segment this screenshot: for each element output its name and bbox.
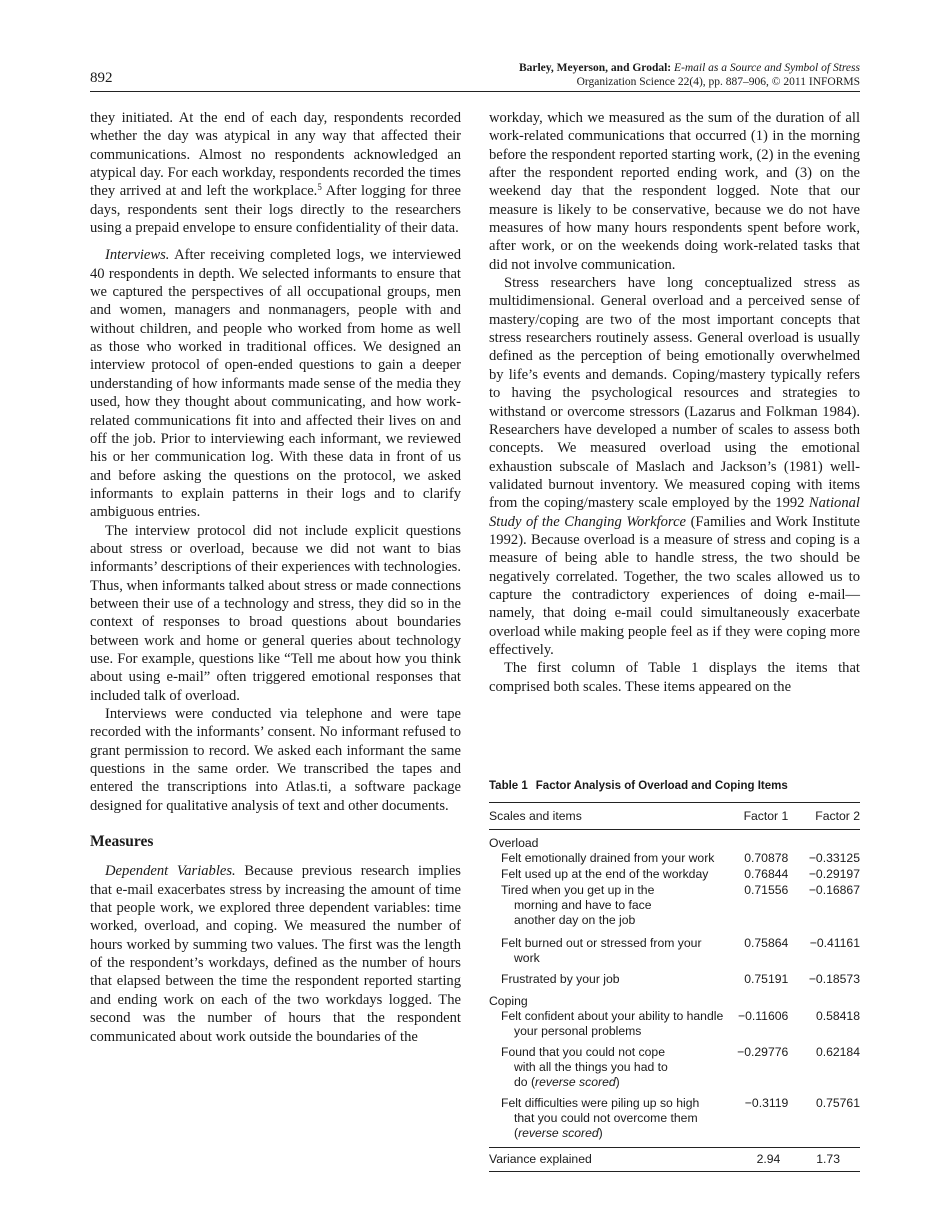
item-text: Tired when you get up in the morning and have to face another day on the job xyxy=(501,883,655,927)
factor-analysis-table xyxy=(489,780,860,1172)
running-head-title: E-mail as a Source and Symbol of Stress xyxy=(673,62,860,74)
table-caption xyxy=(489,780,860,792)
table-title: Factor Analysis of Overload and Coping Items xyxy=(535,780,788,792)
variance-factor-2: 1.73 xyxy=(788,1148,860,1172)
table-row xyxy=(489,883,860,936)
paragraph: workday, which we measured as the sum of the duration of all work-related communications that occurred (1) in the morning before the respondent reported starting work, (2) in the evening after the respondent reported ending work, and (3) on the weekend day that the respondent logged. Note that our measure is likely to be conservative, because we do not have measures of how many hours respondents spent before work, after work, or on the weekends doing work-related tasks that did not involve communication. xyxy=(489,110,860,273)
factor-1-value: −0.11606 xyxy=(738,1009,789,1023)
table-row xyxy=(489,851,860,867)
table-section-row xyxy=(489,830,860,852)
factor-2-value: −0.41161 xyxy=(809,936,860,950)
factor-2-value: −0.16867 xyxy=(808,883,860,897)
item-text: Felt burned out or stressed from your work xyxy=(501,936,702,965)
paragraph: Interviews were conducted via telephone and were tape recorded with the informants’ consent. No informant refused to grant permission to record. We asked each informant the same questions in the same order. We transcribed the tapes and entered the transcriptions into Atlas.ti, a software package designed for qualitative analysis of text and other documents. xyxy=(90,706,461,814)
table-row xyxy=(489,936,860,972)
table-row xyxy=(489,972,860,988)
paragraph: The interview protocol did not include explicit questions about stress or overload, because we did not want to bias informants’ descriptions of their experiences with technologies. Thus, when informants talked about stress or made connections between their use of a technology and stress, they did so in the context of responses to broad questions about boundaries between work and home or general queries about technology use. For example, questions like “Tell me about how you think about using e-mail” often triggered emotional responses that included talk of overload. xyxy=(90,522,461,704)
item-text: Felt difficulties were piling up so high that you could not overcome them (reverse scored) xyxy=(501,1096,700,1140)
factor-1-value: 0.75864 xyxy=(744,936,789,950)
runin-heading-interviews: Interviews. xyxy=(105,247,170,264)
reverse-scored-note: reverse scored xyxy=(535,1075,616,1089)
paragraph: Dependent Variables. Because previous research implies that e-mail exacerbates stress by increasing the amount of time that people work, we explored three dependent variables: time worked, overload, and coping. We measured the number of hours worked by summing two values. The first was the length of the respondent’s workdays, defined as the number of hours that elapsed between the time the respondent reported starting and ending work on each of the two workdays logged. The second was the number of hours that the respondent communicated about work outside the boundaries of the xyxy=(90,863,461,1045)
left-column xyxy=(90,109,461,1046)
variance-label: Variance explained xyxy=(489,1148,724,1172)
table-section-row xyxy=(489,988,860,1009)
section-label-overload: Overload xyxy=(489,836,539,850)
runin-heading-dependent-variables: Dependent Variables. xyxy=(105,863,236,880)
factor-1-value: −0.3119 xyxy=(744,1096,789,1110)
table-header-row xyxy=(489,803,860,830)
factor-2-value: 0.75761 xyxy=(815,1096,860,1110)
survey-title: National Study of the Changing Workforce xyxy=(489,495,860,530)
item-text: Felt emotionally drained from your work xyxy=(501,851,715,865)
factor-2-value: −0.33125 xyxy=(808,851,860,865)
column-header-items: Scales and items xyxy=(489,803,724,830)
factor-1-value: 0.76844 xyxy=(744,867,789,881)
item-text: Frustrated by your job xyxy=(501,972,620,986)
factor-2-value: 0.62184 xyxy=(815,1045,860,1059)
reverse-scored-note: reverse scored xyxy=(518,1126,599,1140)
running-head-citation: Organization Science 22(4), pp. 887–906, © 2011 INFORMS xyxy=(576,76,860,88)
variance-factor-1: 2.94 xyxy=(724,1148,788,1172)
table-row xyxy=(489,1045,860,1096)
paragraph: Interviews. After receiving completed logs, we interviewed 40 respondents in depth. We selected informants to ensure that we captured the perspectives of all occupational groups, men and women, managers and nonmanagers, people with and without children, and people who worked from home as well as those who worked in traditional offices. We designed an interview protocol of open-ended questions to gain a deeper understanding of how informants made sense of the media they used, how they thought about communicating, and how work-related communications fit into and affected their lives on and off the job. Prior to interviewing each informant, we reviewed his or her communication log. With these data in front of us and before asking the questions on the protocol, we asked informants to explain patterns in their logs and to clarify ambiguous entries. xyxy=(90,247,461,521)
factor-2-value: −0.18573 xyxy=(808,972,860,986)
column-header-factor-1: Factor 1 xyxy=(724,803,788,830)
table-row xyxy=(489,1096,860,1148)
factor-1-value: −0.29776 xyxy=(737,1045,789,1059)
section-label-coping: Coping xyxy=(489,994,528,1008)
table-label: Table 1 xyxy=(489,780,528,792)
running-head-authors: Barley, Meyerson, and Grodal: xyxy=(518,62,672,74)
page-number: 892 xyxy=(90,70,113,86)
right-column xyxy=(489,109,860,696)
footnote-marker[interactable]: 5 xyxy=(317,182,322,193)
paragraph: they initiated. At the end of each day, respondents recorded whether the day was atypical in any way that affected their communications. Almost no respondents acknowledged an atypical day. For each workday, respondents recorded the times they arrived at and left the workplace.$^5$ After logging for three days, respondents sent their logs directly to the researchers using a prepaid envelope to ensure confidentiality of their data. xyxy=(90,110,461,237)
table xyxy=(489,802,860,1172)
table-row xyxy=(489,1009,860,1045)
running-head xyxy=(519,61,860,89)
table-row xyxy=(489,867,860,883)
item-text: Found that you could not cope with all the things you had to do (reverse scored) xyxy=(501,1045,668,1089)
factor-1-value: 0.71556 xyxy=(744,883,789,897)
paragraph: Stress researchers have long conceptualized stress as multidimensional. General overload and a perceived sense of mastery/coping are two of the most important concepts that stress researchers routinely assess. General overload is usually defined as the perception of being emotionally overwhelmed by life’s events and demands. Coping/mastery typically refers to having the psychological resources and strategies to withstand or overcome stressors (Lazarus and Folkman 1984). Researchers have developed a number of scales to assess both concepts. We measured overload using the emotional exhaustion subscale of Maslach and Jackson’s (1981) well-validated burnout inventory. We measured coping with items from the coping/mastery scale employed by the 1992 National Study of the Changing Workforce (Families and Work Institute 1992). Because overload is a measure of stress and coping is a measure of being able to handle stress, the two should be negatively correlated. Together, the two scales allowed us to capture the contradictory experiences of doing e-mail—namely, that doing e-mail could simultaneously exacerbate overload while making people feel as if they were coping more effectively. xyxy=(489,275,860,658)
item-text: Felt confident about your ability to handle your personal problems xyxy=(501,1009,724,1038)
factor-2-value: −0.29197 xyxy=(808,867,860,881)
paragraph: The first column of Table 1 displays the items that comprised both scales. These items appeared on the xyxy=(489,660,860,695)
factor-1-value: 0.75191 xyxy=(744,972,789,986)
factor-2-value: 0.58418 xyxy=(815,1009,860,1023)
item-text: Felt used up at the end of the workday xyxy=(501,867,709,881)
header-rule xyxy=(90,91,860,92)
factor-1-value: 0.70878 xyxy=(744,851,789,865)
column-header-factor-2: Factor 2 xyxy=(788,803,860,830)
variance-row xyxy=(489,1148,860,1172)
section-heading-measures: Measures xyxy=(90,833,154,851)
